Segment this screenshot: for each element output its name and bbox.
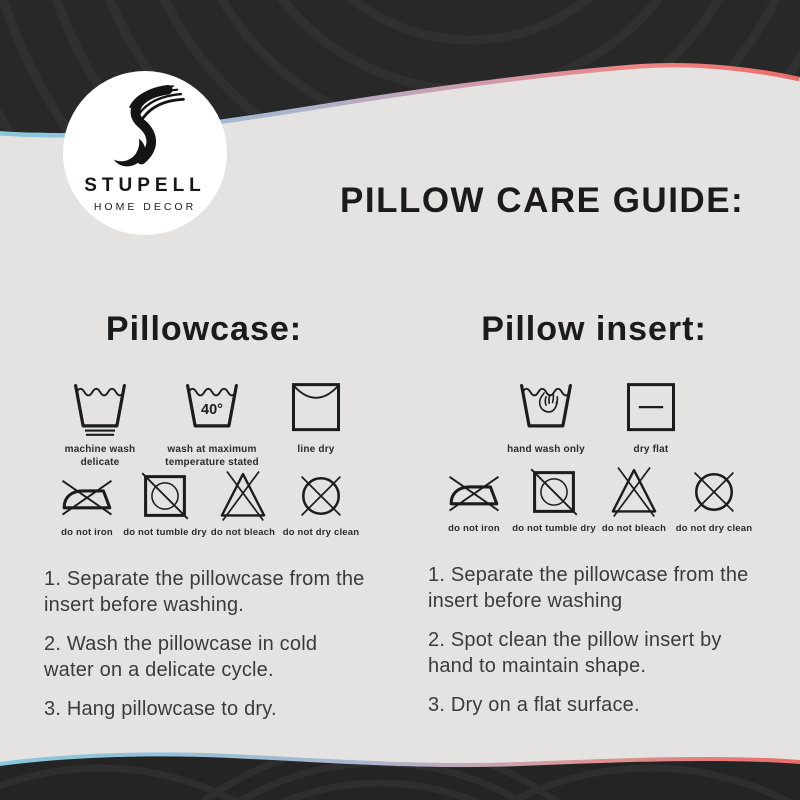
care-symbol [603,379,699,456]
care-symbol [594,465,674,536]
pillowcase-dont-symbols [38,469,370,540]
care-symbol [514,465,594,536]
brand-swirl-icon [99,81,191,177]
do-not-dry-clean-icon [294,469,348,523]
wash-temperature: 40° [201,402,223,419]
do-not-dry-clean-icon [687,465,741,519]
do-not-iron-icon [60,469,114,523]
pillow-insert-section [420,296,768,731]
care-step: 1. Separate the pillowcase from the insert before washing [428,563,749,612]
care-symbol [204,469,282,540]
care-symbol [674,465,754,536]
care-symbol-label: do not bleach [601,523,667,535]
brand-logo [63,71,227,235]
care-symbol [282,469,360,540]
pillowcase-wash-symbols [38,379,370,469]
pillow-insert-dont-symbols [420,465,768,536]
care-symbol [123,469,207,540]
brand-tagline: HOME DECOR [93,201,197,213]
pillowcase-section [38,296,370,735]
care-symbol [48,379,152,469]
pillow-insert-wash-symbols [420,379,768,465]
page-title: PILLOW CARE GUIDE: [340,181,745,221]
wash-max-temp-icon [182,379,242,439]
pillowcase-steps [38,566,370,722]
care-symbol-label: do not bleach [210,527,276,539]
care-step: 2. Wash the pillowcase in cold water on a delicate cycle. [44,633,318,681]
care-step: 3. Dry on a flat surface. [428,693,640,716]
do-not-iron-icon [447,465,501,519]
care-symbol [152,379,272,469]
pillow-insert-heading: Pillow insert: [481,310,707,348]
line-dry-icon [286,379,346,439]
do-not-tumble-dry-icon [527,465,581,519]
care-symbol-label: do not iron [448,523,500,535]
care-symbol-label: line dry [297,444,335,456]
do-not-bleach-icon [607,465,661,519]
care-step: 1. Separate the pillowcase from the insert before washing. [44,568,365,616]
machine-wash-delicate-icon [70,379,130,439]
do-not-tumble-dry-icon [138,469,192,523]
care-symbol-label: dry flat [633,444,669,456]
care-symbol-label: wash at maximum temperature stated [165,444,259,469]
care-symbol-label: do not dry clean [282,527,360,539]
dry-flat-icon [621,379,681,439]
care-step: 2. Spot clean the pillow insert by hand to maintain shape. [428,628,722,677]
pillowcase-heading: Pillowcase: [105,310,303,348]
care-symbol-label: hand wash only [507,444,585,456]
brand-name: STUPELL [84,175,206,196]
pillow-insert-steps [420,562,768,718]
bottom-wave-banner [0,738,800,800]
care-symbol-label: do not dry clean [675,523,753,535]
care-symbol-label: machine wash delicate [64,444,136,469]
hand-wash-only-icon [516,379,576,439]
care-symbol [48,469,126,540]
care-symbol-label: do not iron [61,527,113,539]
care-step: 3. Hang pillowcase to dry. [44,698,277,720]
care-symbol [434,465,514,536]
care-symbol-label: do not tumble dry [123,527,207,539]
do-not-bleach-icon [216,469,270,523]
care-symbol-label: do not tumble dry [512,523,596,535]
care-symbol [489,379,603,456]
care-symbol [272,379,360,456]
